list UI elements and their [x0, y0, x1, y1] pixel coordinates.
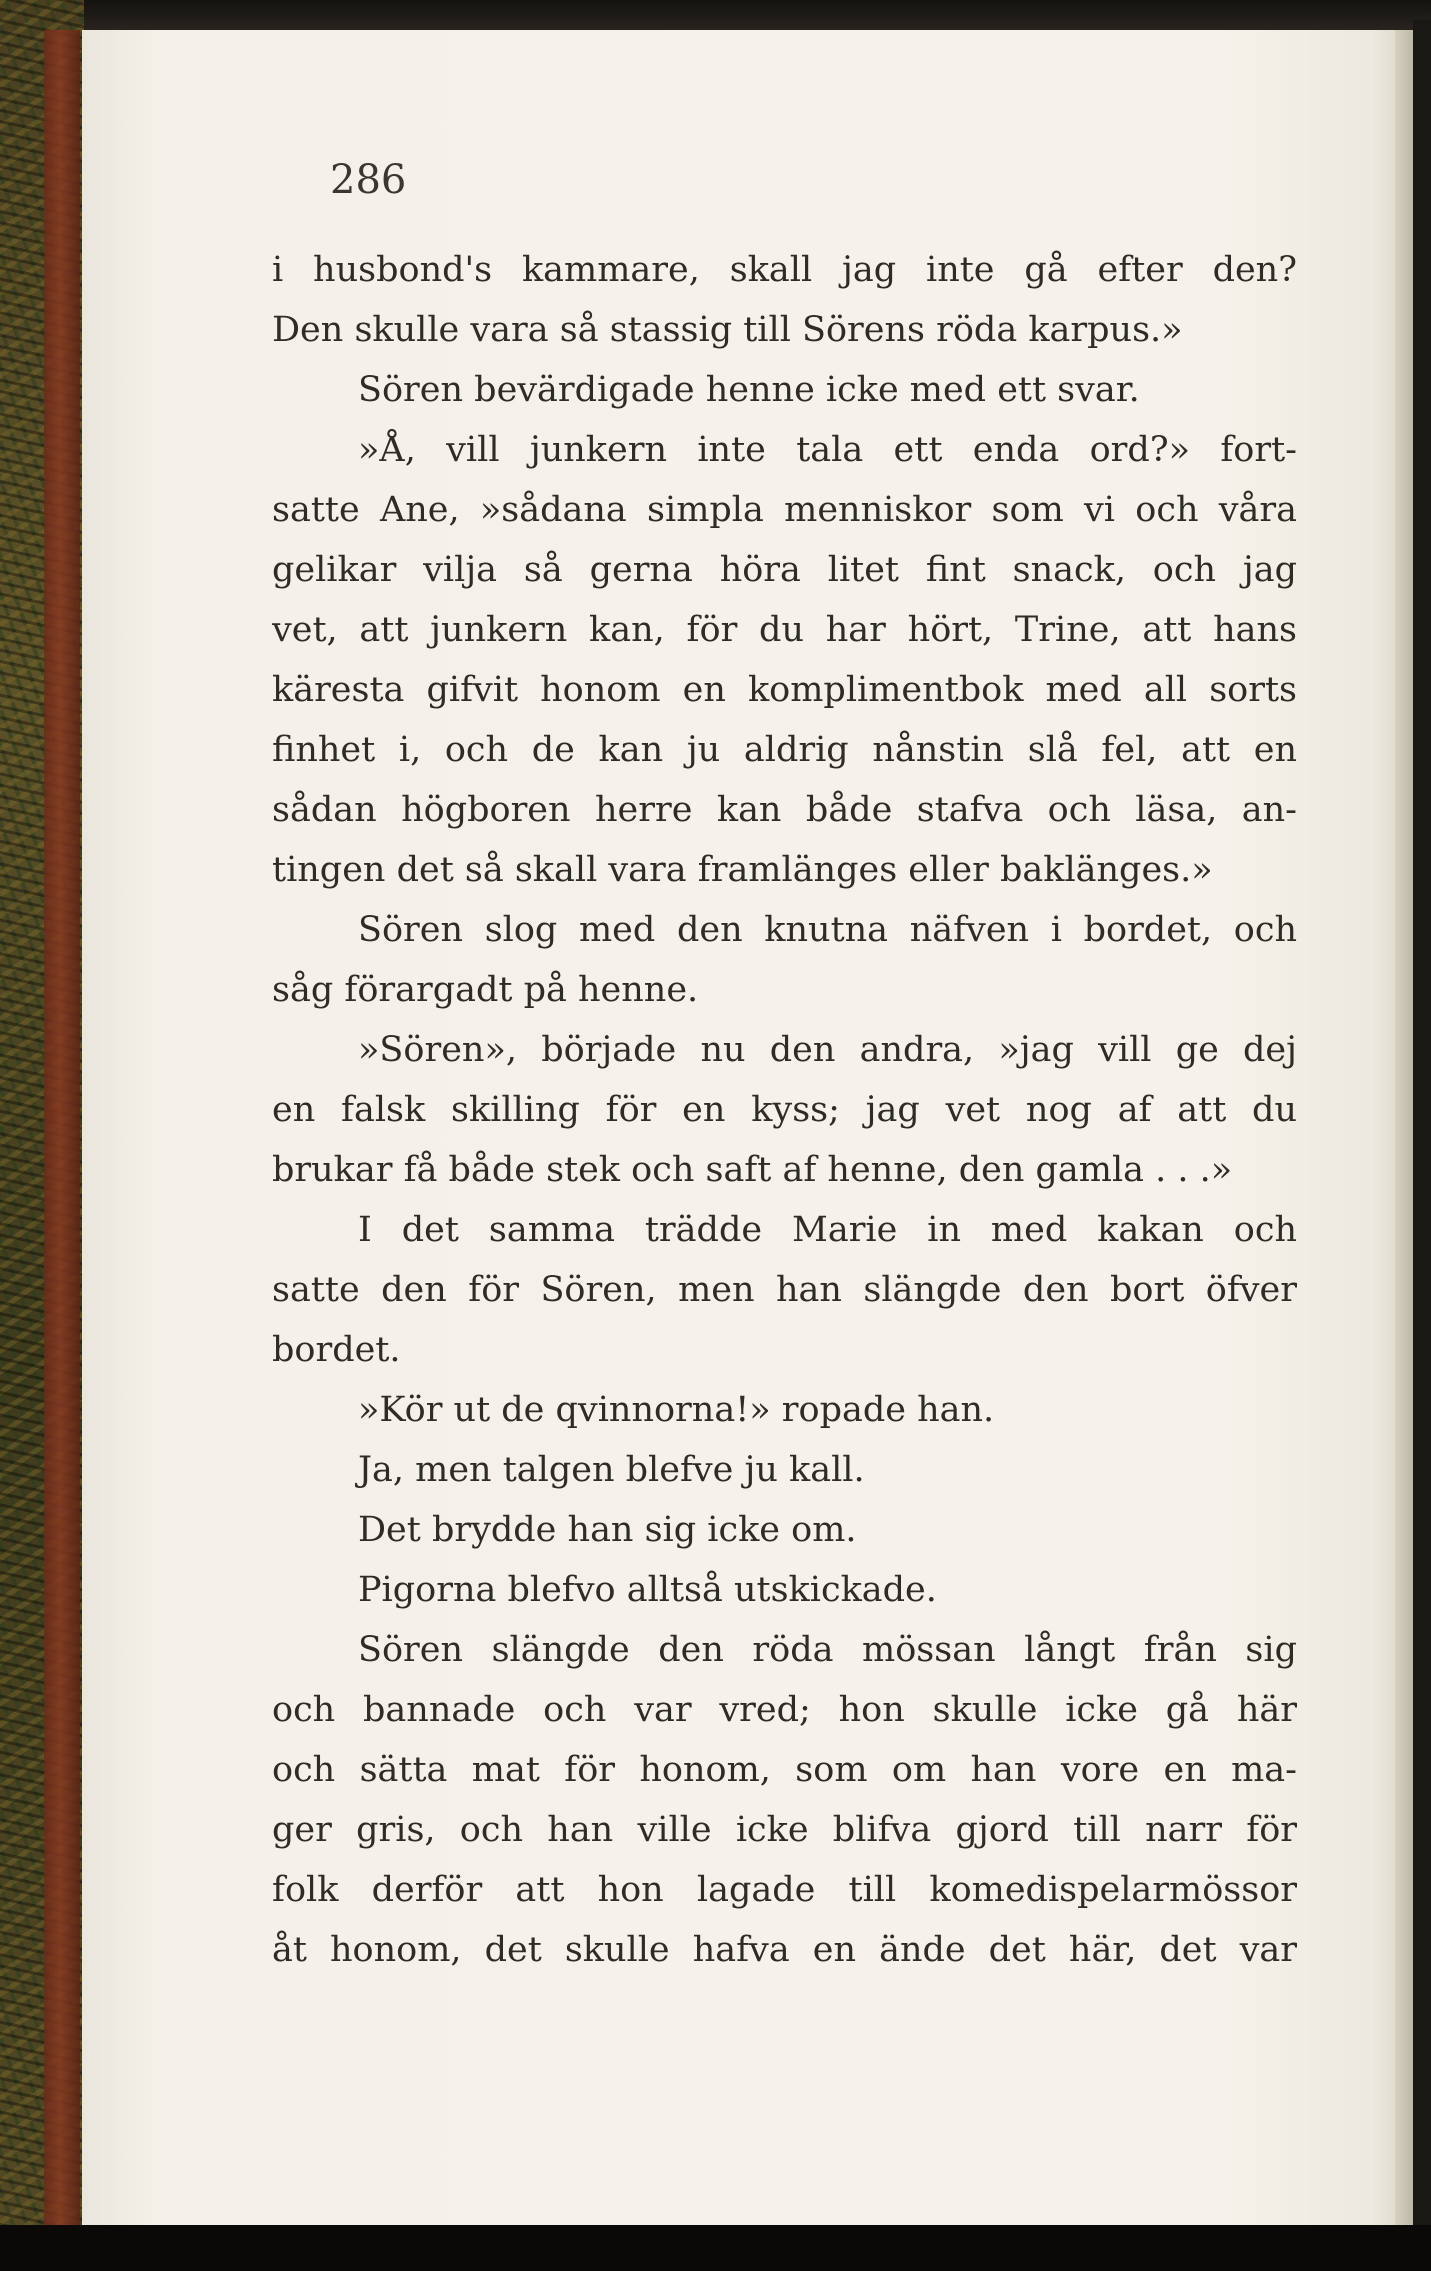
text-line: Pigorna blefvo alltså utskickade. [358, 1570, 937, 1610]
text-line: folk derför att hon lagade till komedispelarmössor [272, 1870, 1297, 1910]
text-line: och sätta mat för honom, som om han vore en ma- [272, 1750, 1297, 1790]
page-edge-shadow [1395, 30, 1413, 2225]
text-line: satte den för Sören, men han slängde den bort öfver [272, 1270, 1297, 1310]
text-line: »Kör ut de qvinnorna!» ropade han. [358, 1390, 995, 1430]
text-line: Den skulle vara så stassig till Sörens röda karpus.» [272, 310, 1183, 350]
top-background [0, 0, 1431, 34]
bottom-background [0, 2225, 1431, 2271]
text-line: satte Ane, »sådana simpla menniskor som vi och våra [272, 490, 1297, 530]
text-line: gelikar vilja så gerna höra litet fint snack, och jag [272, 550, 1297, 590]
text-line: Sören bevärdigade henne icke med ett svar. [358, 370, 1140, 410]
text-line: en falsk skilling för en kyss; jag vet nog af att du [272, 1090, 1297, 1130]
body-text [272, 240, 1297, 1980]
text-line: åt honom, det skulle hafva en ände det här, det var [272, 1930, 1297, 1970]
page-number: 286 [330, 157, 407, 203]
text-line: »Sören», började nu den andra, »jag vill ge dej [358, 1030, 1297, 1070]
text-line: i husbond's kammare, skall jag inte gå efter den? [272, 250, 1297, 290]
text-line: Sören slog med den knutna näfven i bordet, och [358, 910, 1297, 950]
text-line: vet, att junkern kan, för du har hört, Trine, att hans [272, 610, 1297, 650]
text-line: sådan högboren herre kan både stafva och läsa, an- [272, 790, 1297, 830]
text-line: tingen det så skall vara framlänges eller baklänges.» [272, 850, 1213, 890]
binding-edge [44, 30, 80, 2230]
text-line: och bannade och var vred; hon skulle icke gå här [272, 1690, 1297, 1730]
text-line: finhet i, och de kan ju aldrig nånstin slå fel, att en [272, 730, 1297, 770]
text-line: I det samma trädde Marie in med kakan och [358, 1210, 1297, 1250]
text-line: bordet. [272, 1330, 401, 1370]
text-line: såg förargadt på henne. [272, 970, 699, 1010]
text-line: ger gris, och han ville icke blifva gjord till narr för [272, 1810, 1297, 1850]
text-line: »Å, vill junkern inte tala ett enda ord?» fort- [358, 430, 1297, 470]
text-line: brukar få både stek och saft af henne, den gamla . . .» [272, 1150, 1233, 1190]
text-line: Det brydde han sig icke om. [358, 1510, 857, 1550]
text-line: Ja, men talgen blefve ju kall. [358, 1450, 865, 1490]
text-line: Sören slängde den röda mössan långt från sig [358, 1630, 1297, 1670]
text-line: käresta gifvit honom en komplimentbok med all sorts [272, 670, 1297, 710]
right-edge [1413, 20, 1431, 2225]
